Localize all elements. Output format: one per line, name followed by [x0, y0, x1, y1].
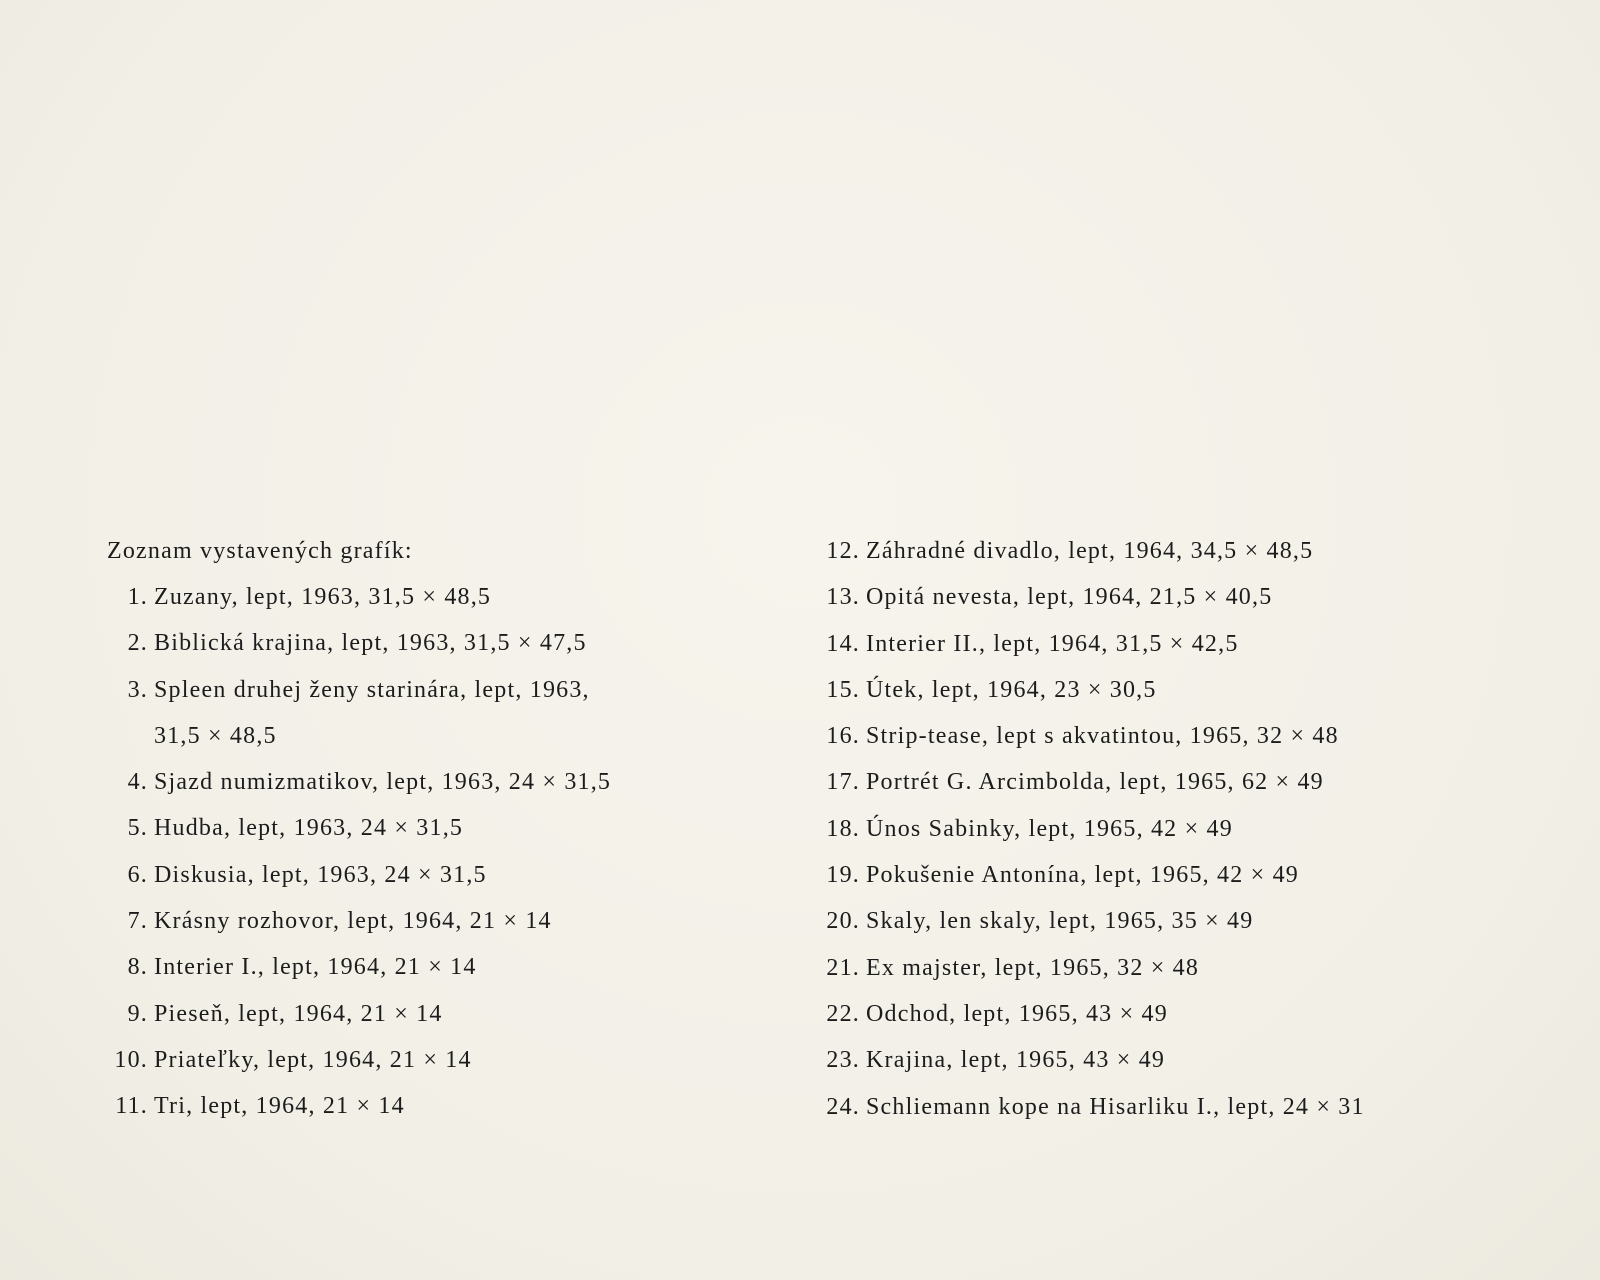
- item-text: Pieseň, lept, 1964, 21 × 14: [154, 1000, 443, 1027]
- list-item: [814, 629, 1514, 675]
- item-number: 5.: [127, 815, 148, 842]
- item-number: 15.: [826, 676, 860, 703]
- list-heading: Zoznam vystavených grafík:: [107, 538, 413, 564]
- right-column-list: [814, 536, 1514, 1138]
- list-item: [100, 628, 720, 674]
- item-text: Zuzany, lept, 1963, 31,5 × 48,5: [154, 584, 492, 610]
- list-item: [100, 860, 720, 906]
- item-text: Sjazd numizmatikov, lept, 1963, 24 × 31,5: [154, 769, 612, 796]
- item-number: 8.: [127, 954, 148, 981]
- list-item: [100, 582, 720, 628]
- item-number: 24.: [826, 1093, 860, 1120]
- item-number: 10.: [114, 1046, 148, 1073]
- item-continuation: 31,5 × 48,5: [154, 722, 277, 749]
- item-text: Tri, lept, 1964, 21 × 14: [154, 1093, 405, 1120]
- item-number: 20.: [826, 908, 860, 935]
- list-item: [100, 675, 720, 721]
- list-item: [814, 999, 1514, 1045]
- list-item: [814, 814, 1514, 860]
- item-number: 2.: [127, 630, 148, 657]
- item-text: Spleen druhej ženy starinára, lept, 1963,: [154, 676, 590, 703]
- item-text: Priateľky, lept, 1964, 21 × 14: [154, 1046, 472, 1073]
- item-number: 4.: [127, 769, 148, 796]
- list-item: [814, 1092, 1514, 1138]
- list-item: [814, 536, 1514, 582]
- list-item: [100, 767, 720, 813]
- item-text: Útek, lept, 1964, 23 × 30,5: [866, 676, 1157, 703]
- item-text: Portrét G. Arcimbolda, lept, 1965, 62 × 49: [866, 769, 1324, 796]
- list-item: [814, 1045, 1514, 1091]
- list-item: [100, 1045, 720, 1091]
- item-number: 3.: [127, 676, 148, 703]
- left-column-list: [100, 582, 720, 1138]
- list-item: [814, 675, 1514, 721]
- item-text: Ex majster, lept, 1965, 32 × 48: [866, 954, 1200, 981]
- item-text: Strip-tease, lept s akvatintou, 1965, 32 × 48: [866, 723, 1339, 750]
- item-text: Záhradné divadlo, lept, 1964, 34,5 × 48,5: [866, 538, 1314, 564]
- list-item: [100, 813, 720, 859]
- item-text: Krásny rozhovor, lept, 1964, 21 × 14: [154, 908, 552, 935]
- item-text: Biblická krajina, lept, 1963, 31,5 × 47,5: [154, 630, 587, 657]
- item-text: Interier II., lept, 1964, 31,5 × 42,5: [866, 630, 1239, 657]
- item-number: 12.: [826, 538, 860, 564]
- item-number: 13.: [826, 584, 860, 611]
- list-item: [100, 952, 720, 998]
- list-item: [814, 860, 1514, 906]
- list-item: [814, 582, 1514, 628]
- item-text: Opitá nevesta, lept, 1964, 21,5 × 40,5: [866, 584, 1273, 611]
- item-number: 22.: [826, 1000, 860, 1027]
- item-text: Hudba, lept, 1963, 24 × 31,5: [154, 815, 464, 842]
- list-item: [814, 953, 1514, 999]
- item-number: 18.: [826, 815, 860, 842]
- list-item: [814, 721, 1514, 767]
- list-item: [100, 1091, 720, 1137]
- item-number: 23.: [826, 1047, 860, 1074]
- item-number: 1.: [127, 584, 148, 610]
- item-text: Interier I., lept, 1964, 21 × 14: [154, 954, 477, 981]
- item-text: Únos Sabinky, lept, 1965, 42 × 49: [866, 815, 1233, 842]
- item-number: 21.: [826, 954, 860, 981]
- item-number: 17.: [826, 769, 860, 796]
- list-item: [814, 906, 1514, 952]
- item-text: Krajina, lept, 1965, 43 × 49: [866, 1047, 1166, 1074]
- item-number: 19.: [826, 862, 860, 889]
- list-item: [814, 767, 1514, 813]
- item-text: Pokušenie Antonína, lept, 1965, 42 × 49: [866, 862, 1299, 889]
- list-item: [100, 999, 720, 1045]
- item-text: Odchod, lept, 1965, 43 × 49: [866, 1000, 1168, 1027]
- item-number: 16.: [826, 723, 860, 750]
- item-number: 11.: [115, 1093, 148, 1120]
- item-text: Skaly, len skaly, lept, 1965, 35 × 49: [866, 908, 1254, 935]
- item-text: Schliemann kope na Hisarliku I., lept, 24 × 31: [866, 1093, 1365, 1120]
- item-number: 14.: [826, 630, 860, 657]
- item-number: 6.: [127, 861, 148, 888]
- item-number: 9.: [127, 1000, 148, 1027]
- list-item: [100, 906, 720, 952]
- item-number: 7.: [127, 908, 148, 935]
- item-text: Diskusia, lept, 1963, 24 × 31,5: [154, 861, 487, 888]
